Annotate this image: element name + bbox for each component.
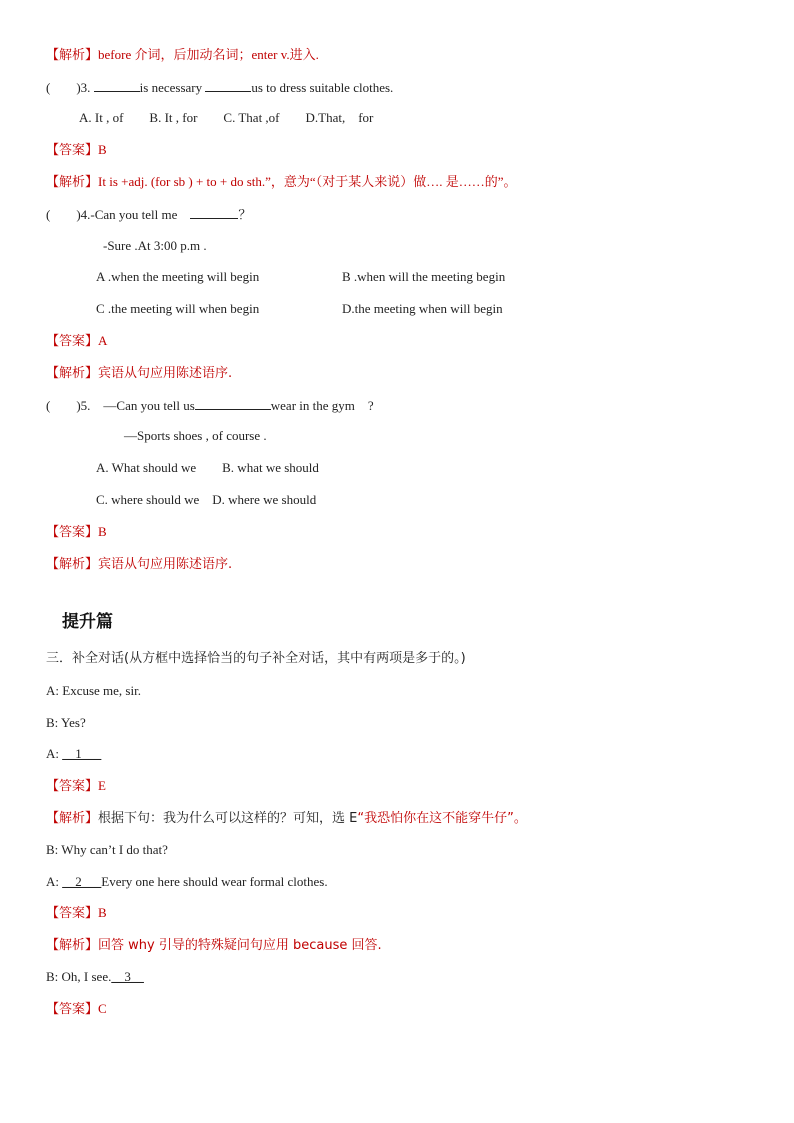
- answer-value: B: [98, 524, 107, 539]
- explanation-line: [46, 556, 232, 573]
- question-5: [46, 397, 374, 414]
- answer-value: C: [98, 1001, 107, 1016]
- option-b: B .when will the meeting begin: [342, 269, 506, 284]
- blank-2: __2___: [62, 874, 102, 889]
- explanation-line: [46, 47, 319, 64]
- answer-line: [46, 778, 106, 795]
- explanation-tag: 【解析】: [46, 557, 99, 572]
- dialogue-line: [46, 746, 101, 762]
- answer-tag: 【答案】: [46, 906, 99, 921]
- dialogue-text: B: Oh, I see.: [46, 969, 112, 984]
- explanation-tag: 【解析】: [46, 48, 99, 63]
- answer-tag: 【答案】: [46, 143, 99, 158]
- explanation-quote: “我恐怕你在这不能穿牛仔”。: [357, 811, 527, 826]
- answer-value: E: [98, 778, 106, 793]
- question-text: us to dress suitable clothes.: [251, 80, 394, 95]
- dialogue-line: A: Excuse me, sir.: [46, 683, 141, 698]
- options-ab: A. What should we B. what we should: [96, 460, 319, 475]
- question-text: ( )5. —Can you tell us: [46, 398, 195, 413]
- dialogue-text: Every one here should wear formal clothes.: [101, 874, 328, 889]
- answer-tag: 【答案】: [46, 1002, 99, 1017]
- option-d: D.the meeting when will begin: [342, 301, 503, 316]
- option-c: C .the meeting will when begin: [96, 301, 260, 316]
- explanation-text: before 介词，后加动名词；enter v.进入.: [98, 47, 319, 62]
- dialogue-line: [46, 874, 328, 890]
- question-text: ？: [238, 207, 252, 222]
- blank: [205, 79, 251, 92]
- explanation-text: 宾语从句应用陈述语序.: [98, 557, 233, 572]
- question-text: is necessary: [139, 80, 206, 95]
- blank: [195, 397, 271, 410]
- answer-tag: 【答案】: [46, 779, 99, 794]
- answer-line: [46, 524, 107, 541]
- question-4: [46, 206, 251, 223]
- explanation-line: [46, 937, 382, 954]
- dialogue-line: B: Yes?: [46, 715, 86, 730]
- dialogue-line: B: Why can’t I do that?: [46, 842, 168, 857]
- dialogue-line: [46, 969, 144, 985]
- explanation-tag: 【解析】: [46, 366, 99, 381]
- explanation-text: 回答 why 引导的特殊疑问句应用 because 回答.: [98, 938, 382, 953]
- explanation-text: 根据下句：我为什么可以这样的？可知，选 E: [98, 811, 358, 826]
- section-3-title: 三．补全对话(从方框中选择恰当的句子补全对话，其中有两项是多于的。): [46, 651, 466, 666]
- explanation-text: 宾语从句应用陈述语序.: [98, 366, 233, 381]
- explanation-tag: 【解析】: [46, 811, 99, 826]
- answer-value: B: [98, 142, 107, 157]
- blank: [94, 79, 140, 92]
- explanation-tag: 【解析】: [46, 938, 99, 953]
- answer-tag: 【答案】: [46, 334, 99, 349]
- explanation-tag: 【解析】: [46, 175, 99, 190]
- section-heading: 提升篇: [62, 612, 113, 632]
- question-text: ( )4.-Can you tell me: [46, 207, 191, 222]
- question-text: wear in the gym ?: [270, 398, 374, 413]
- blank-3: __3__: [111, 969, 144, 984]
- answer-value: B: [98, 905, 107, 920]
- explanation-line: [46, 365, 232, 382]
- answer-line: [46, 905, 107, 922]
- speaker: A:: [46, 746, 63, 761]
- option-a: A .when the meeting will begin: [96, 269, 260, 284]
- answer-value: A: [98, 333, 108, 348]
- answer-line: [46, 333, 107, 350]
- speaker: A:: [46, 874, 63, 889]
- question-5-reply: —Sports shoes , of course .: [124, 428, 267, 443]
- blank-1: __1___: [62, 746, 102, 761]
- explanation-line: [46, 810, 527, 827]
- question-4-reply: -Sure .At 3:00 p.m .: [103, 238, 207, 253]
- answer-line: [46, 142, 107, 159]
- options-cd: C. where should we D. where we should: [96, 492, 317, 507]
- question-3-options: A. It , of B. It , for C. That ,of D.That, for: [79, 110, 374, 125]
- blank: [190, 206, 238, 219]
- explanation-line: [46, 174, 516, 191]
- explanation-text: It is +adj. (for sb ) + to + do sth.”，意为“（对于某人来说）做…. 是……的”。: [98, 174, 517, 189]
- answer-tag: 【答案】: [46, 525, 99, 540]
- answer-line: [46, 1001, 107, 1018]
- question-number: ( )3.: [46, 80, 94, 95]
- question-3: [46, 79, 393, 96]
